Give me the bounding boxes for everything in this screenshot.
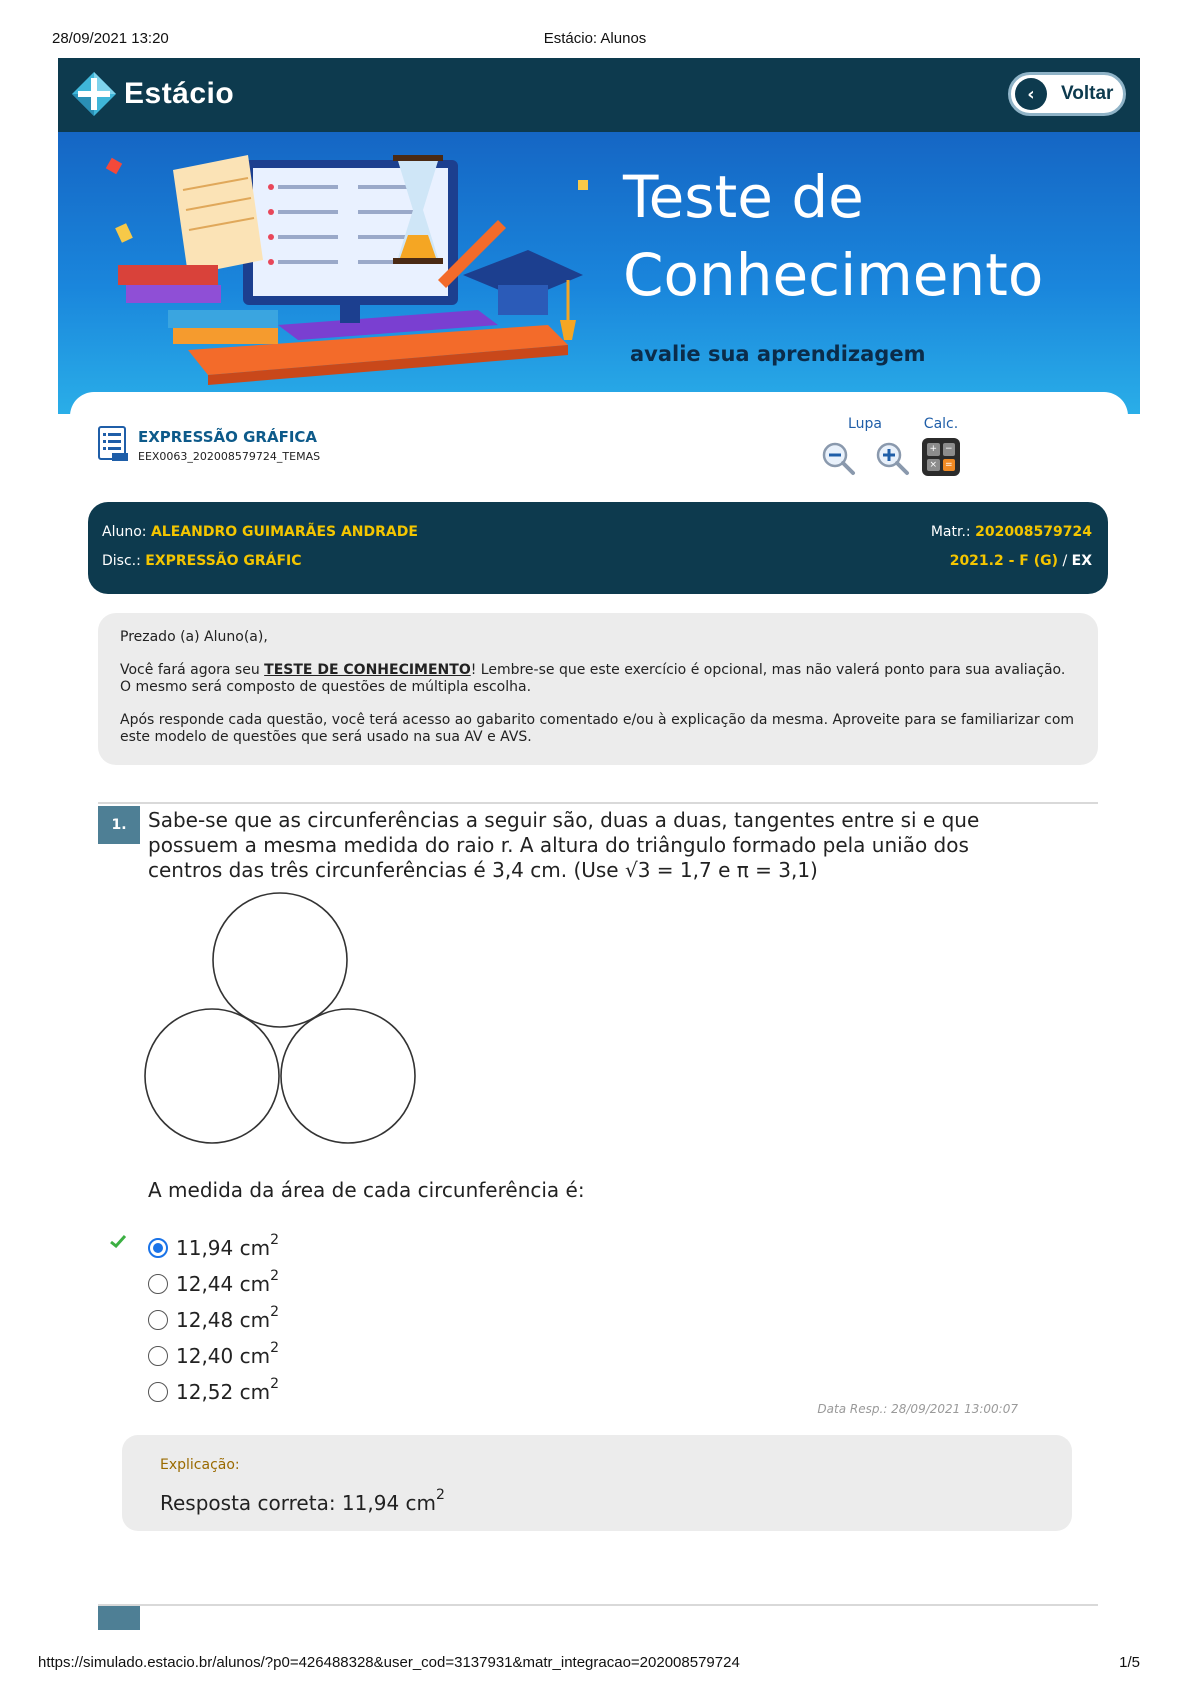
answer-option[interactable] — [110, 1374, 279, 1410]
disc-label: Disc.: — [102, 553, 141, 569]
banner-subtitle: avalie sua aprendizagem — [630, 342, 926, 366]
answer-option[interactable] — [110, 1302, 279, 1338]
quiz-illustration — [78, 140, 638, 410]
term-separator: / — [1058, 553, 1072, 569]
option-label: 12,40 $cm^2$ — [176, 1340, 280, 1368]
back-button[interactable] — [1008, 72, 1126, 116]
instructions-box — [98, 613, 1098, 765]
course-code: EEX0063_202008579724_TEMAS — [138, 450, 321, 463]
print-footer — [38, 1654, 1140, 1674]
explanation-title: Explicação: — [160, 1457, 240, 1473]
circle-bottom-right — [281, 1009, 415, 1143]
lupa-label: Lupa — [848, 416, 882, 432]
explanation-box — [122, 1435, 1072, 1531]
explanation-answer: Resposta correta: 11,94 $cm^2$ — [160, 1487, 445, 1515]
estacio-logo[interactable] — [70, 70, 234, 118]
answer-option[interactable] — [110, 1230, 279, 1266]
calc-label: Calc. — [923, 416, 959, 432]
response-date: Data Resp.: 28/09/2021 13:00:07 — [817, 1402, 1018, 1416]
circle-bottom-left — [145, 1009, 279, 1143]
radio-button[interactable] — [148, 1346, 168, 1366]
disc-value: EXPRESSÃO GRÁFIC — [145, 553, 302, 569]
option-label: 12,44 $cm^2$ — [176, 1268, 280, 1296]
back-button-label: Voltar — [1061, 83, 1114, 104]
question-text: Sabe-se que as circunferências a seguir são, duas a duas, tangentes entre si e que possuem a mesma medida do raio r. A altura do triângulo formado pela união dos centros das três circunferências é 3,4 cm. (Use √3 = 1,7 e π = 3,1) — [148, 808, 980, 882]
option-label: 12,52 $cm^2$ — [176, 1376, 280, 1404]
calculator-icon[interactable]: + − × = — [922, 438, 960, 476]
notice-greeting: Prezado (a) Aluno(a), — [120, 629, 268, 645]
radio-button[interactable] — [148, 1382, 168, 1402]
calculator-tool — [918, 416, 964, 476]
aluno-label: Aluno: — [102, 524, 147, 540]
question-divider — [98, 802, 1098, 804]
circle-top — [213, 893, 347, 1027]
correct-check-icon — [110, 1234, 126, 1248]
option-label: 11,94 $cm^2$ — [176, 1232, 280, 1260]
zoom-in-icon[interactable] — [874, 440, 910, 476]
chevron-left-icon: ‹ — [1015, 78, 1047, 110]
student-info-bar — [88, 502, 1108, 594]
top-header — [58, 58, 1140, 132]
question-prompt: A medida da área de cada circunferência é: — [148, 1178, 585, 1202]
print-date: 28/09/2021 13:20 — [52, 30, 169, 47]
option-label: 12,48 $cm^2$ — [176, 1304, 280, 1332]
print-page-number: 1/5 — [1119, 1654, 1140, 1671]
student-name: ALEANDRO GUIMARÃES ANDRADE — [150, 524, 418, 540]
answer-options — [110, 1230, 279, 1410]
lupa-tool — [820, 416, 910, 476]
brand-name: Estácio — [124, 77, 235, 110]
main-card — [70, 392, 1128, 1632]
radio-button[interactable] — [148, 1310, 168, 1330]
banner-title: Teste de Conhecimento — [623, 163, 1044, 309]
course-header — [98, 426, 320, 463]
matr-value: 202008579724 — [975, 524, 1092, 540]
zoom-out-icon[interactable] — [820, 440, 856, 476]
answer-option[interactable] — [110, 1266, 279, 1302]
radio-button[interactable] — [148, 1274, 168, 1294]
print-title: Estácio: Alunos — [543, 30, 647, 47]
next-question-divider — [98, 1604, 1098, 1606]
document-list-icon — [98, 426, 128, 462]
tangent-circles-figure — [142, 892, 426, 1160]
matr-label: Matr.: — [930, 524, 971, 540]
answer-option[interactable] — [110, 1338, 279, 1374]
radio-button-selected[interactable] — [148, 1238, 168, 1258]
course-name: EXPRESSÃO GRÁFICA — [138, 428, 318, 446]
term-value: 2021.2 - F (G) — [949, 553, 1059, 569]
notice-paragraph-1: Você fará agora seu TESTE DE CONHECIMENTO! Lembre-se que este exercício é opcional, mas não valerá ponto para sua avaliação. O mesmo será composto de questões de múltipla escolha. — [120, 662, 1066, 695]
print-header — [52, 30, 1138, 50]
exam-type: EX — [1071, 553, 1092, 569]
notice-paragraph-2: Após responde cada questão, você terá acesso ao gabarito comentado e/ou à explicação da mesma. Aproveite para se familiarizar com este modelo de questões que será usado na sua AV e AVS. — [120, 712, 1075, 745]
print-url: https://simulado.estacio.br/alunos/?p0=426488328&user_cod=3137931&matr_integracao=202008579724 — [38, 1654, 740, 1671]
estacio-logo-icon — [70, 70, 118, 118]
question-number: 1. — [98, 806, 140, 844]
hero-banner — [58, 132, 1140, 414]
notice-emphasis: TESTE DE CONHECIMENTO — [264, 662, 471, 678]
next-question-number — [98, 1606, 140, 1630]
